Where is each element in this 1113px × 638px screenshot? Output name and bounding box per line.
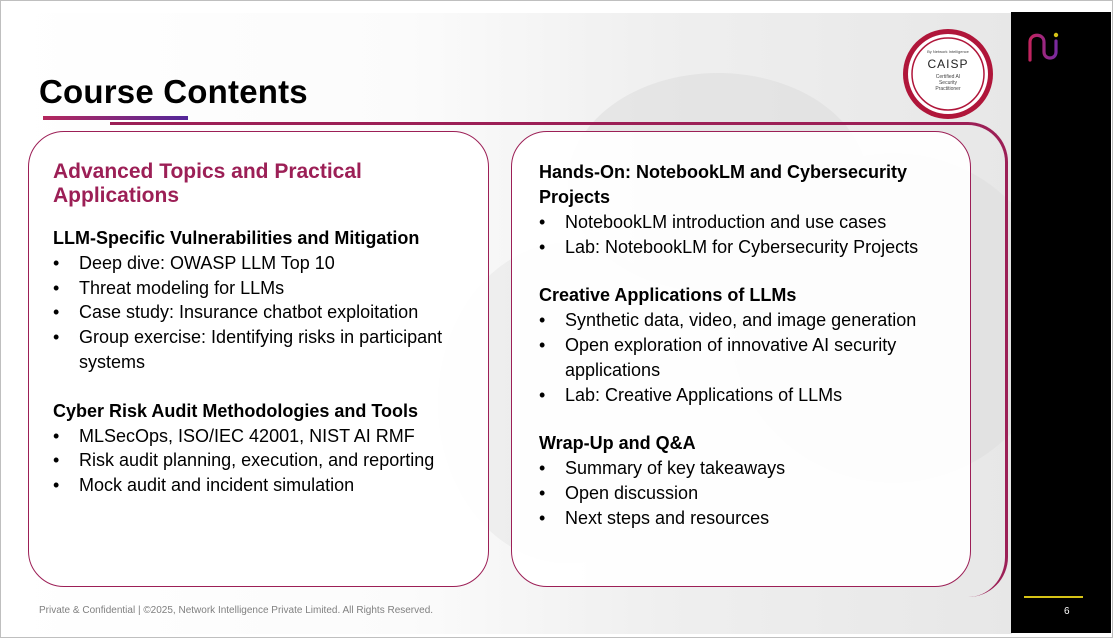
- page-number: 6: [1064, 606, 1070, 617]
- card-title: Advanced Topics and Practical Applications: [53, 160, 362, 207]
- badge-subtitle-line: Practitioner: [935, 86, 961, 92]
- list-item: • Next steps and resources: [539, 506, 970, 531]
- left-content-card: [28, 131, 489, 587]
- bullet-list: [539, 210, 970, 259]
- list-item: • Synthetic data, video, and image generation: [539, 308, 970, 333]
- title-underline: [43, 116, 188, 120]
- section-title: Wrap-Up and Q&A: [539, 433, 696, 454]
- list-item: • Case study: Insurance chatbot exploitation: [53, 300, 488, 325]
- list-item: • Threat modeling for LLMs: [53, 276, 488, 301]
- list-item: • Open exploration of innovative AI security applications: [539, 333, 945, 382]
- section-title: Cyber Risk Audit Methodologies and Tools: [53, 400, 419, 421]
- caisp-seal-icon: [902, 28, 994, 120]
- footer-text: Private & Confidential | ©2025, Network Intelligence Private Limited. All Rights Reserved.: [39, 605, 434, 616]
- ni-logo-icon: [1027, 30, 1063, 64]
- right-content-card: [511, 131, 971, 587]
- list-item: • Group exercise: Identifying risks in participant systems: [53, 325, 469, 374]
- badge-top-text: By Network Intelligence: [927, 49, 969, 54]
- bullet-list: [539, 456, 970, 530]
- section-title: Hands-On: NotebookLM and Cybersecurity Projects: [539, 162, 908, 207]
- badge-name: CAISP: [927, 57, 969, 71]
- list-item: • Open discussion: [539, 481, 970, 506]
- bullet-list: [53, 251, 488, 375]
- list-item: • MLSecOps, ISO/IEC 42001, NIST AI RMF: [53, 424, 488, 449]
- sidebar-rule: [1024, 596, 1083, 598]
- list-item: • Summary of key takeaways: [539, 456, 970, 481]
- bullet-list: [539, 308, 970, 407]
- section-title: LLM-Specific Vulnerabilities and Mitigation: [53, 228, 420, 248]
- list-item: • Lab: Creative Applications of LLMs: [539, 383, 970, 408]
- right-sidebar: [1011, 12, 1111, 633]
- bullet-list: [53, 424, 488, 498]
- list-item: • NotebookLM introduction and use cases: [539, 210, 970, 235]
- list-item: • Risk audit planning, execution, and reporting: [53, 448, 488, 473]
- page-title: Course Contents: [39, 73, 308, 110]
- section-title: Creative Applications of LLMs: [539, 285, 797, 306]
- list-item: • Deep dive: OWASP LLM Top 10: [53, 251, 488, 276]
- list-item: • Lab: NotebookLM for Cybersecurity Projects: [539, 235, 970, 260]
- list-item: • Mock audit and incident simulation: [53, 473, 488, 498]
- badge-subtitle-line: Certified AI: [935, 74, 961, 80]
- badge-subtitle-line: Security: [938, 80, 958, 86]
